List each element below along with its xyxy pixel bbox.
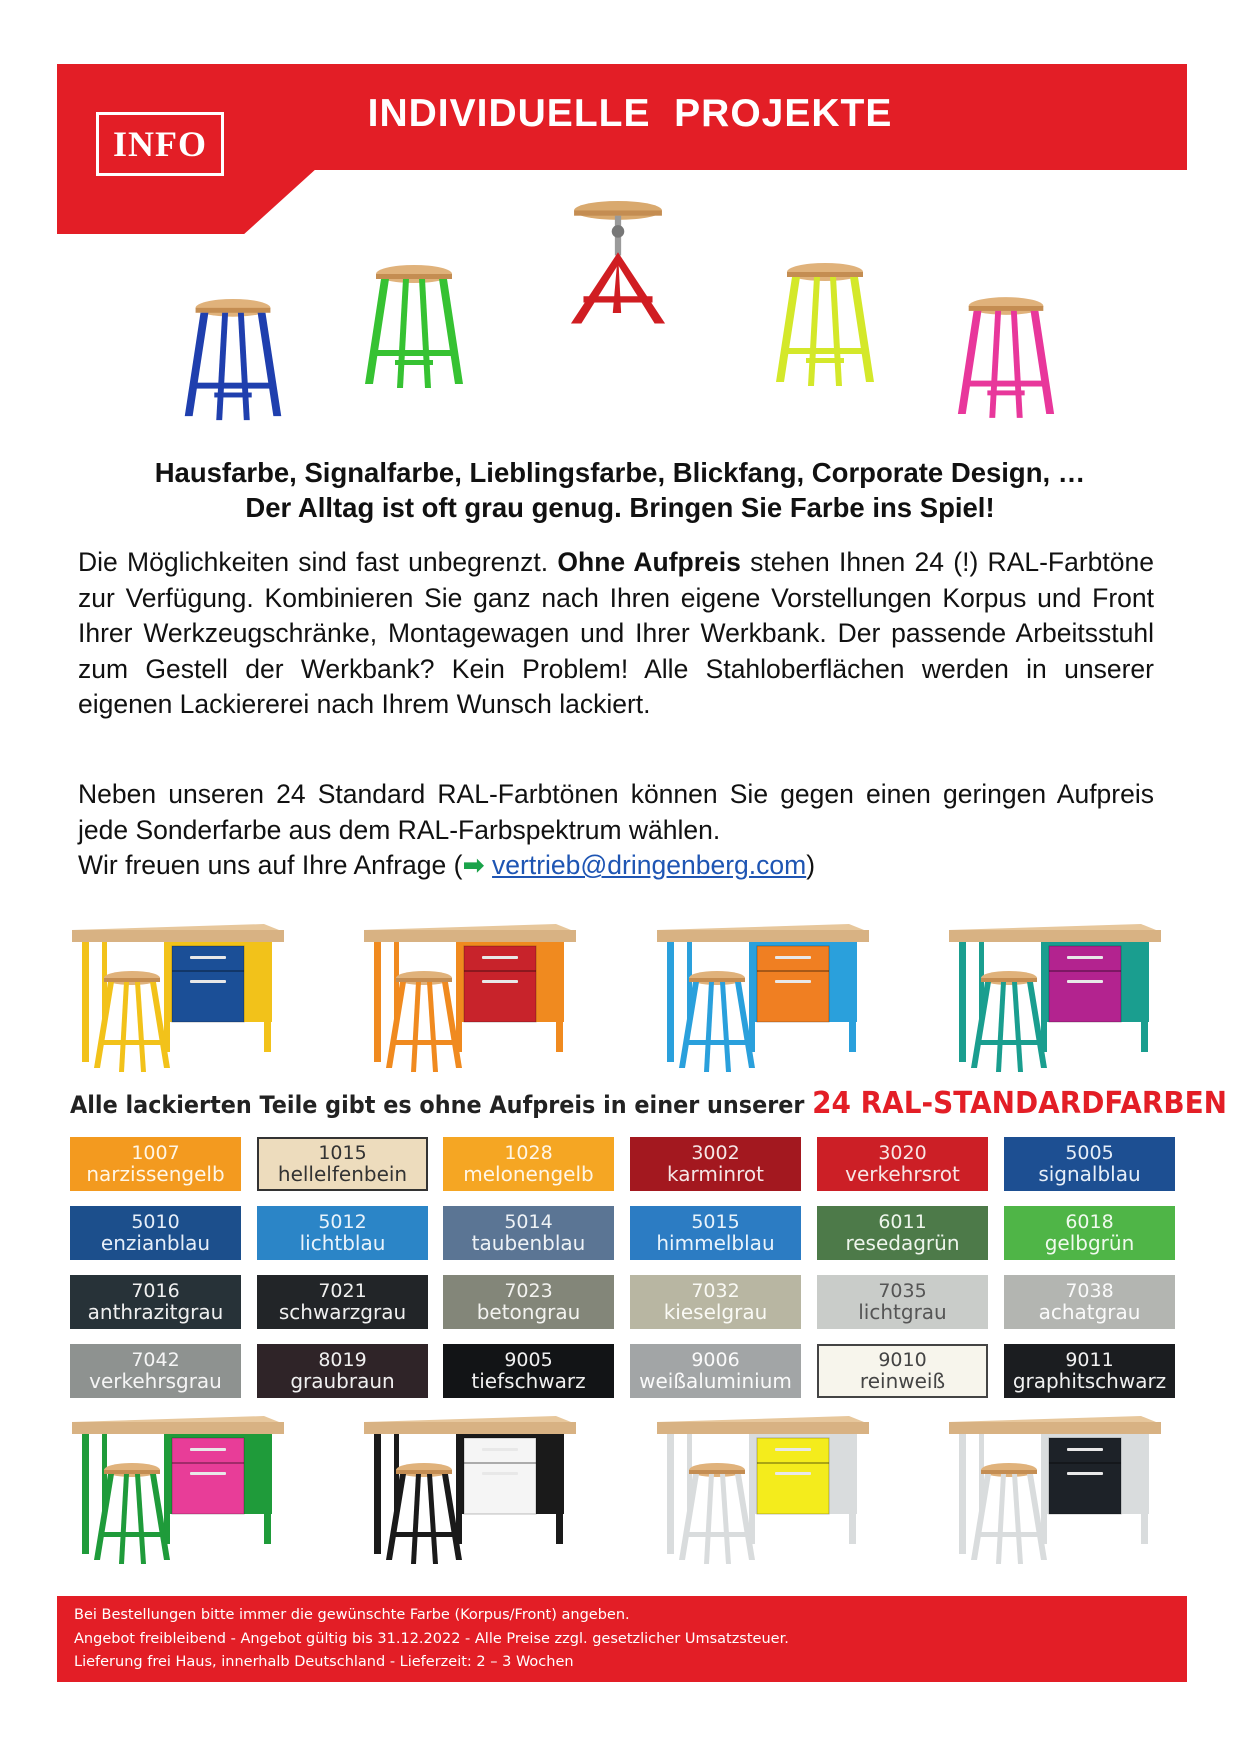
ral-name: himmelblau bbox=[656, 1231, 775, 1255]
ral-name: enzianblau bbox=[100, 1231, 211, 1255]
ral-code: 9006 bbox=[691, 1349, 740, 1371]
contact-text: Wir freuen uns auf Ihre Anfrage ( bbox=[78, 850, 463, 880]
ral-swatch bbox=[817, 1344, 988, 1398]
ral-swatch bbox=[70, 1137, 241, 1191]
ral-code: 7035 bbox=[878, 1280, 927, 1302]
ral-swatch bbox=[257, 1275, 428, 1329]
ral-code: 5010 bbox=[131, 1211, 180, 1233]
ral-name: taubenblau bbox=[471, 1231, 586, 1255]
intro-text-pre: Die Möglichkeiten sind fast unbegrenzt. bbox=[78, 547, 558, 577]
ral-code: 6011 bbox=[878, 1211, 927, 1233]
stool-image bbox=[952, 296, 1060, 424]
ral-swatch bbox=[257, 1344, 428, 1398]
intro-paragraph bbox=[78, 545, 1154, 723]
ral-swatch bbox=[70, 1275, 241, 1329]
ral-swatch bbox=[257, 1137, 428, 1191]
ral-code: 3020 bbox=[878, 1142, 927, 1164]
ral-code: 7023 bbox=[504, 1280, 553, 1302]
stool-image bbox=[770, 262, 880, 392]
ral-swatch bbox=[630, 1344, 801, 1398]
ral-name: hellelfenbein bbox=[277, 1162, 408, 1186]
ral-swatch bbox=[1004, 1137, 1175, 1191]
workbench-image bbox=[68, 918, 286, 1074]
ral-swatch bbox=[70, 1344, 241, 1398]
workbench-image bbox=[945, 1410, 1163, 1566]
footer-line-3: Lieferung frei Haus, innerhalb Deutschland - Lieferzeit: 2 – 3 Wochen bbox=[74, 1654, 574, 1670]
ral-name: anthrazitgrau bbox=[87, 1300, 224, 1324]
workbench-image bbox=[68, 1410, 286, 1566]
ral-name: karminrot bbox=[667, 1162, 764, 1186]
ral-swatch bbox=[443, 1344, 614, 1398]
ral-code: 9011 bbox=[1065, 1349, 1114, 1371]
ral-swatch bbox=[1004, 1344, 1175, 1398]
ral-name: melonengelb bbox=[463, 1162, 594, 1186]
headline-line-1: Hausfarbe, Signalfarbe, Lieblingsfarbe, Blickfang, Corporate Design, … bbox=[154, 457, 1086, 488]
ral-title-accent: 24 RAL-STANDARDFARBEN bbox=[812, 1086, 1228, 1121]
workbench-image bbox=[945, 918, 1163, 1074]
special-color-paragraph bbox=[78, 777, 1154, 884]
headline bbox=[70, 455, 1170, 525]
ral-name: lichtblau bbox=[299, 1231, 386, 1255]
ral-code: 7032 bbox=[691, 1280, 740, 1302]
ral-swatch bbox=[257, 1206, 428, 1260]
headline-line-2: Der Alltag ist oft grau genug. Bringen Sie Farbe ins Spiel! bbox=[245, 492, 995, 523]
ral-name: kieselgrau bbox=[663, 1300, 768, 1324]
contact-close: ) bbox=[806, 850, 816, 880]
ral-code: 1028 bbox=[504, 1142, 553, 1164]
ral-swatch bbox=[817, 1275, 988, 1329]
ral-swatch bbox=[443, 1275, 614, 1329]
ral-code: 6018 bbox=[1065, 1211, 1114, 1233]
email-link[interactable]: vertrieb@dringenberg.com bbox=[492, 850, 807, 880]
ral-code: 7042 bbox=[131, 1349, 180, 1371]
ral-name: narzissengelb bbox=[86, 1162, 225, 1186]
ral-name: verkehrsgrau bbox=[89, 1369, 222, 1393]
ral-swatch bbox=[1004, 1206, 1175, 1260]
ral-code: 3002 bbox=[691, 1142, 740, 1164]
ral-code: 5015 bbox=[691, 1211, 740, 1233]
ral-name: gelbgrün bbox=[1044, 1231, 1135, 1255]
ral-name: verkehrsrot bbox=[845, 1162, 960, 1186]
ral-code: 7038 bbox=[1065, 1280, 1114, 1302]
footer-line-1: Bei Bestellungen bitte immer die gewünschte Farbe (Korpus/Front) angeben. bbox=[74, 1607, 630, 1623]
ral-code: 5012 bbox=[318, 1211, 367, 1233]
stool-image bbox=[558, 200, 678, 336]
workbench-image bbox=[360, 918, 578, 1074]
ral-swatch bbox=[443, 1137, 614, 1191]
ral-swatch bbox=[1004, 1275, 1175, 1329]
stool-image bbox=[178, 298, 288, 426]
footer-line-2: Angebot freibleibend - Angebot gültig bis 31.12.2022 - Alle Preise zzgl. gesetzlicher Umsatzsteuer. bbox=[74, 1630, 789, 1647]
workbench-image bbox=[653, 918, 871, 1074]
ral-code: 5014 bbox=[504, 1211, 553, 1233]
info-badge: INFO bbox=[96, 112, 224, 176]
page-title: INDIVIDUELLE PROJEKTE bbox=[367, 92, 893, 135]
header-banner-tail bbox=[57, 168, 317, 234]
ral-name: weißaluminium bbox=[639, 1369, 792, 1393]
special-color-text: Neben unseren 24 Standard RAL-Farbtönen können Sie gegen einen geringen Aufpreis jede Sonderfarbe aus dem RAL-Farbspektrum wählen. bbox=[78, 779, 1154, 845]
ral-name: resedagrün bbox=[845, 1231, 960, 1255]
workbench-image bbox=[653, 1410, 871, 1566]
ral-name: achatgrau bbox=[1038, 1300, 1141, 1324]
ral-name: betongrau bbox=[476, 1300, 581, 1324]
ral-code: 9010 bbox=[878, 1349, 927, 1371]
ral-swatch bbox=[443, 1206, 614, 1260]
ral-swatch bbox=[630, 1137, 801, 1191]
ral-name: graubraun bbox=[290, 1369, 395, 1393]
ral-swatch bbox=[630, 1275, 801, 1329]
intro-text-post: stehen Ihnen 24 (!) RAL-Farbtöne zur Verfügung. Kombinieren Sie ganz nach Ihren eigene Vorstellungen Korpus und Front Ihrer Werkzeugschränke, Montagewagen und Ihrer Werkbank. Der passende Arbeitsstuhl zum Gestell der Werkbank? Kein Problem! Alle Stahloberflächen werden in unserer eigenen Lackiererei nach Ihrem Wunsch lackiert. bbox=[78, 547, 1154, 719]
ral-code: 1007 bbox=[131, 1142, 180, 1164]
ral-swatch bbox=[70, 1206, 241, 1260]
ral-name: schwarzgrau bbox=[278, 1300, 407, 1324]
ral-name: signalblau bbox=[1038, 1162, 1141, 1186]
ral-code: 1015 bbox=[318, 1142, 367, 1164]
stool-image bbox=[358, 264, 470, 394]
ral-code: 9005 bbox=[504, 1349, 553, 1371]
ral-swatch bbox=[817, 1137, 988, 1191]
ral-name: lichtgrau bbox=[858, 1300, 947, 1324]
ral-name: graphitschwarz bbox=[1012, 1369, 1167, 1393]
ral-title bbox=[70, 1086, 1228, 1121]
ral-name: reinweiß bbox=[859, 1369, 946, 1393]
ral-code: 7016 bbox=[131, 1280, 180, 1302]
footer-notice bbox=[57, 1596, 1187, 1682]
ral-code: 8019 bbox=[318, 1349, 367, 1371]
ral-code: 7021 bbox=[318, 1280, 367, 1302]
intro-text-bold: Ohne Aufpreis bbox=[557, 547, 741, 577]
ral-swatch bbox=[630, 1206, 801, 1260]
workbench-image bbox=[360, 1410, 578, 1566]
ral-title-text: Alle lackierten Teile gibt es ohne Aufpreis in einer unserer bbox=[70, 1091, 813, 1119]
ral-swatch bbox=[817, 1206, 988, 1260]
ral-name: tiefschwarz bbox=[471, 1369, 586, 1393]
ral-code: 5005 bbox=[1065, 1142, 1114, 1164]
arrow-right-icon: ➡ bbox=[462, 850, 485, 880]
